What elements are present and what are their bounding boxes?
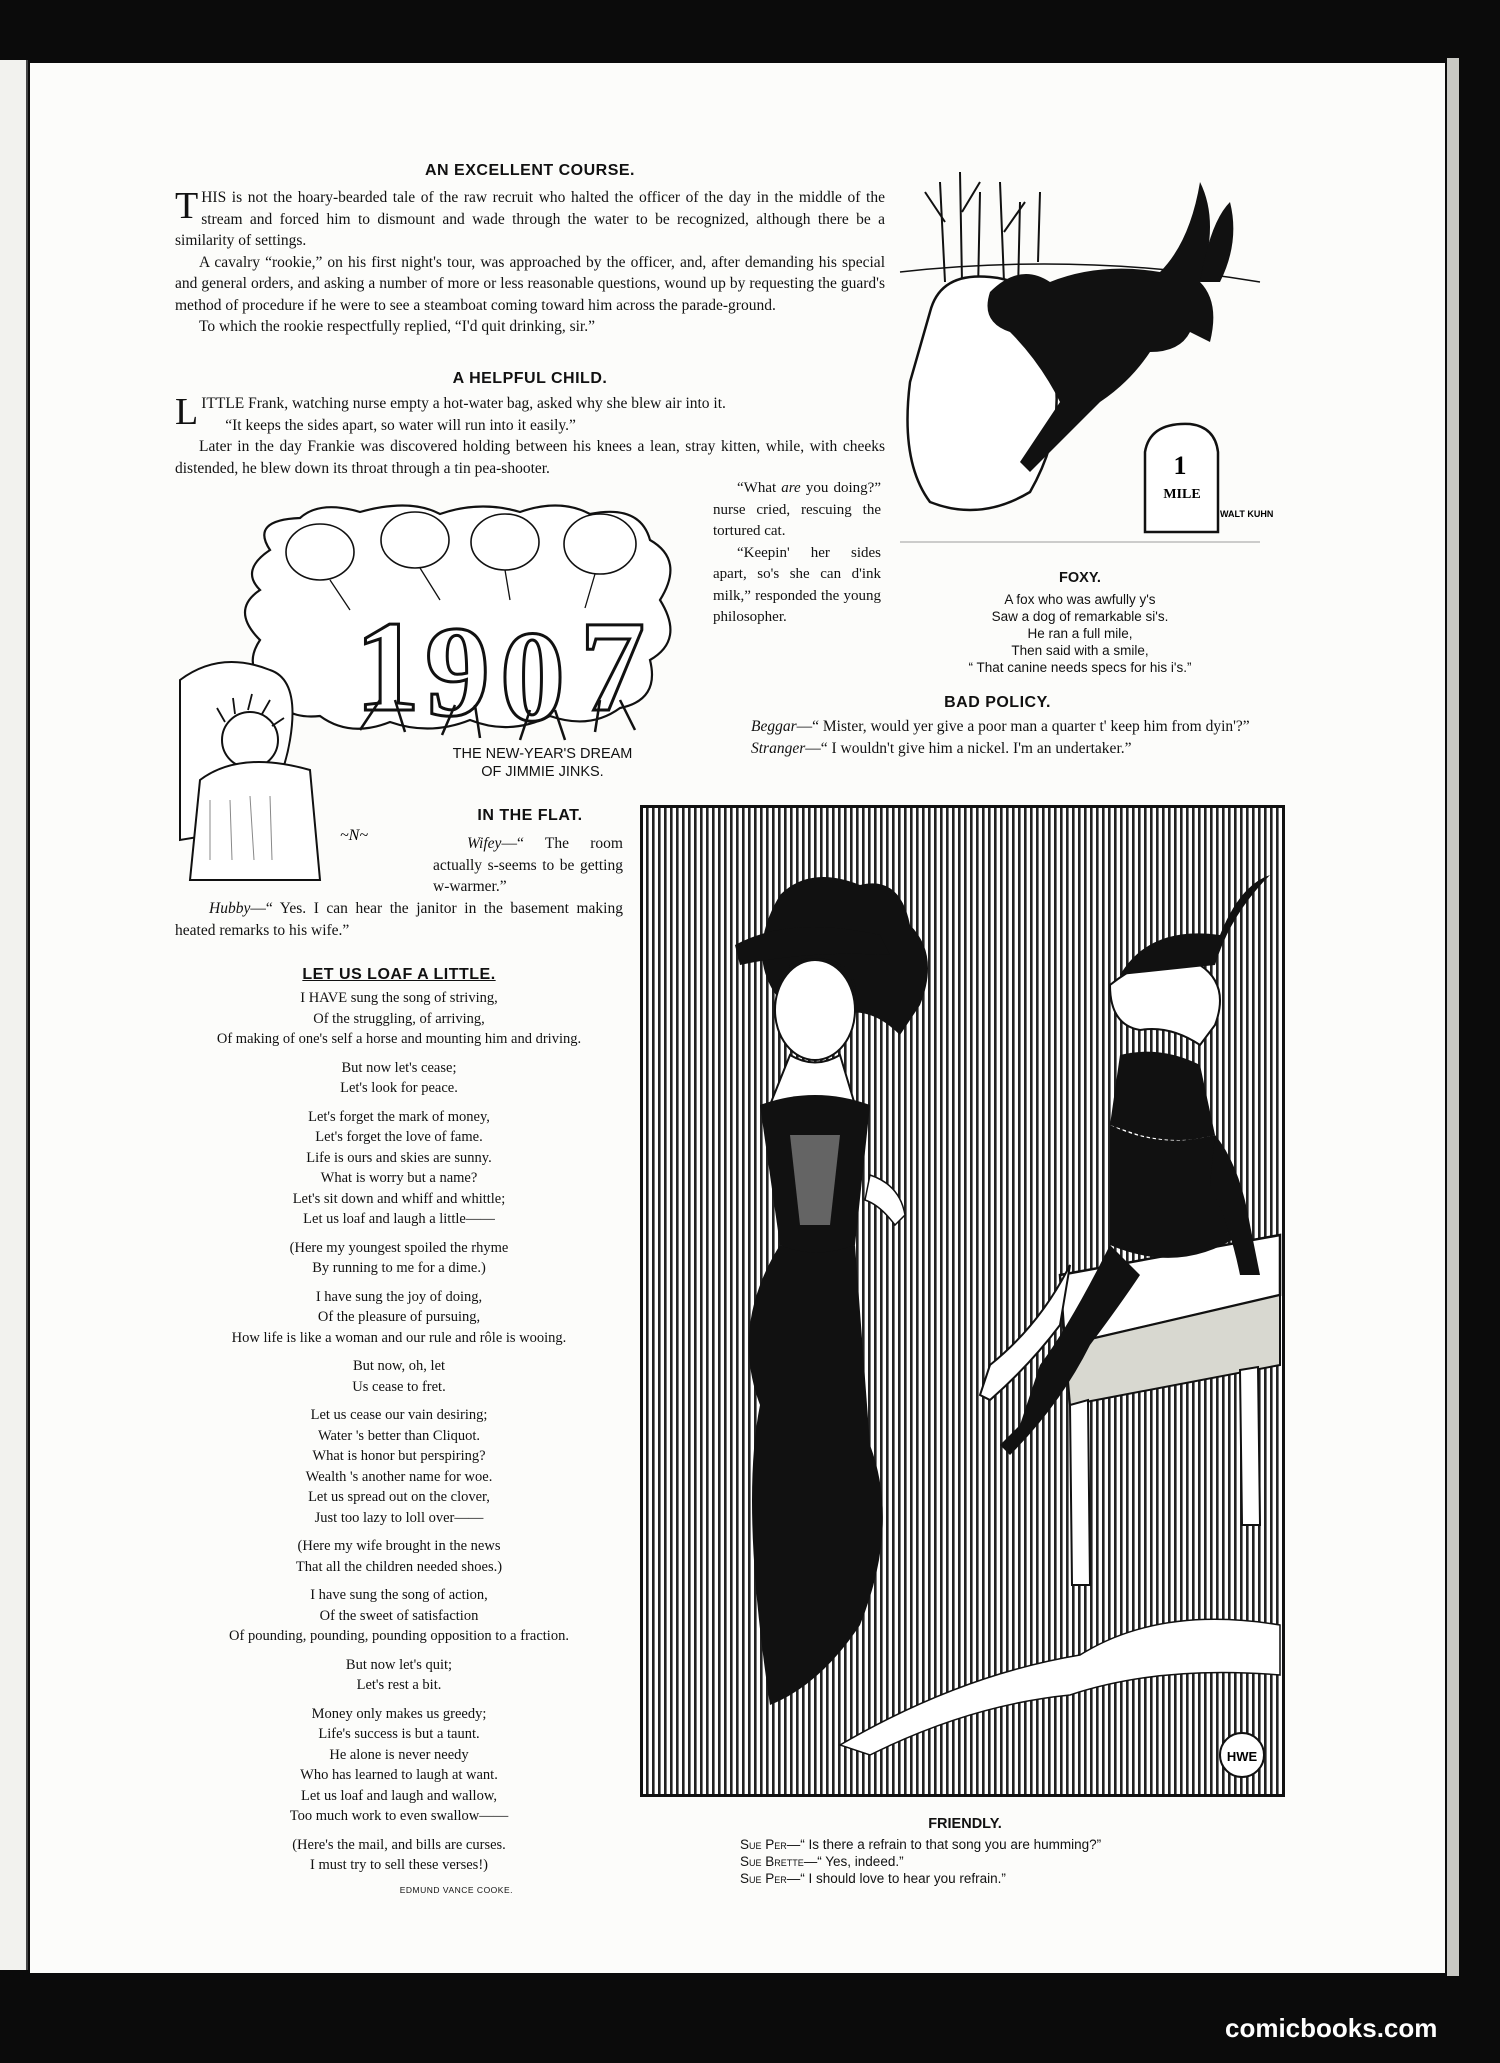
stanza-10: But now let's quit; Let's rest a bit. (345, 1656, 453, 1693)
child-article (175, 393, 885, 479)
foxy-verse: A fox who was awfully y's Saw a dog of remarkable si's. He ran a full mile, Then said with a smile, “ That canine needs specs for his i's.” (968, 592, 1192, 675)
loaf-title: LET US LOAF A LITTLE. (302, 966, 496, 983)
stanza-8: (Here my wife brought in the news That all the children needed shoes.) (295, 1538, 503, 1575)
page-stack-edge (1447, 58, 1459, 1976)
artist-monogram (1220, 1733, 1264, 1777)
stanza-5: I have sung the joy of doing, Of the pleasure of pursuing, How life is like a woman and our rule and rôle is wooing. (231, 1288, 567, 1346)
monogram-text: HWE (1226, 1749, 1258, 1764)
course-dropcap: T (175, 185, 199, 227)
stanza-12: (Here's the mail, and bills are curses. I must try to sell these verses!) (292, 1836, 506, 1873)
milestone-number: 1 (1173, 451, 1187, 480)
site-watermark: comicbooks.com (1225, 2013, 1438, 2043)
course-title: AN EXCELLENT COURSE. (424, 162, 635, 179)
course-article (175, 187, 885, 338)
child-p3: Later in the day Frankie was discovered holding between his knees a lean, stray kitten, while, with cheeks distended, he blew down its throat through a tin pea-shooter. (175, 438, 885, 477)
child-dropcap: L (175, 391, 199, 433)
child-p5: “Keepin' her sides apart, so's she can d'ink milk,” responded the young philosopher. (713, 544, 881, 625)
stanza-6: But now, oh, let Us cease to fret. (352, 1358, 446, 1395)
friendly-dialogue: Sue Per—“ Is there a refrain to that song you are humming?” Sue Brette—“ Yes, indeed.” Sue Per—“ I should love to hear you refrain.” (740, 1837, 1102, 1886)
stanza-2: But now let's cease; Let's look for peace. (340, 1059, 458, 1096)
stanza-7: Let us cease our vain desiring; Water 's better than Cliquot. What is honor but perspiring? Wealth 's another name for woe. Let us spread out on the clover, Just too lazy to loll over—— (305, 1407, 493, 1526)
loaf-author: EDMUND VANCE COOKE. (399, 1884, 513, 1895)
flat-speaker-2: Hubby (209, 900, 251, 917)
flat-speaker-1: Wifey (467, 835, 502, 852)
foxy-illustration (900, 162, 1274, 557)
milestone (1145, 424, 1218, 532)
course-p1: HIS is not the hoary-bearded tale of the raw recruit who halted the officer of the day in the middle of the stream and forced him to dismount and wade through the water to be recognized, although there be a similarity of settings. (175, 189, 885, 249)
flat-title: IN THE FLAT. (477, 807, 583, 824)
foxy-title: FOXY. (1059, 570, 1101, 586)
stanza-9: I have sung the song of action, Of the sweet of satisfaction Of pounding, pounding, pounding opposition to a fraction. (229, 1587, 569, 1644)
policy-dialogue: Beggar—“ Mister, would yer give a poor man a quarter t' keep him from dyin'?” Stranger—“ I wouldn't give him a nickel. I'm an undertaker.” (751, 718, 1250, 757)
facing-page-edge (0, 60, 28, 1970)
digit-1: 1 (355, 595, 420, 739)
digit-7: 7 (580, 595, 645, 739)
jinks-caption: THE NEW-YEAR'S DREAM OF JIMMIE JINKS. (452, 746, 633, 780)
digit-9: 9 (425, 600, 490, 744)
loaf-poem (175, 988, 623, 1900)
child-p2: “It keeps the sides apart, so water will run into it easily.” (225, 416, 576, 434)
friendly-speaker-2: Sue Brette (740, 1854, 804, 1869)
flat-hubby: Hubby—“ Yes. I can hear the janitor in the basement making heated remarks to his wife.” (175, 900, 623, 939)
policy-speaker-2: Stranger (751, 739, 806, 757)
stanza-3: Let's forget the mark of money, Let's forget the love of fame. Life is ours and skies are sunny. What is worry but a name? Let's sit down and whiff and whittle; Let us loaf and laugh a little—— (292, 1108, 506, 1227)
course-p2: A cavalry “rookie,” on his first night's tour, was approached by the officer, and, after demanding his special and general orders, and asking a number of more or less reasonable questions, wound up by requesting the guard's method of procedure if he were to see a steamboat coming toward him across the parade-ground. (175, 253, 885, 314)
foxy-artist-signature: WALT KUHN (1220, 509, 1274, 519)
friendly-speaker-3: Sue Per (740, 1871, 787, 1886)
child-title: A HELPFUL CHILD. (452, 370, 608, 387)
digit-0: 0 (500, 605, 565, 749)
friendly-illustration (640, 805, 1285, 1797)
friendly-title: FRIENDLY. (928, 1816, 1002, 1832)
flat-wifey: Wifey—“ The room actually s-seems to be getting w-warmer.” (433, 835, 623, 895)
stanza-11: Money only makes us greedy; Life's success is but a taunt. He alone is never needy Who has learned to laugh at want. Let us loaf and laugh and wallow, Too much work to even swallow—— (289, 1705, 509, 1824)
policy-speaker-1: Beggar (751, 718, 797, 735)
jinks-signature: ~N~ (340, 827, 368, 844)
stanza-1: I HAVE sung the song of striving, Of the struggling, of arriving, Of making of one's self a horse and mounting him and driving. (216, 990, 582, 1047)
course-p3: To which the rookie respectfully replied, “I'd quit drinking, sir.” (199, 318, 595, 335)
policy-title: BAD POLICY. (944, 694, 1051, 711)
stanza-4: (Here my youngest spoiled the rhyme By running to me for a dime.) (289, 1239, 509, 1276)
child-article-col: “What are you doing?” nurse cried, rescuing the tortured cat. “Keepin' her sides apart, so's she can d'ink milk,” responded the young philosopher. (713, 478, 881, 629)
friendly-speaker-1: Sue Per (740, 1837, 787, 1852)
child-p1: ITTLE Frank, watching nurse empty a hot-water bag, asked why she blew air into it. (201, 395, 726, 412)
milestone-label: MILE (1163, 487, 1201, 502)
